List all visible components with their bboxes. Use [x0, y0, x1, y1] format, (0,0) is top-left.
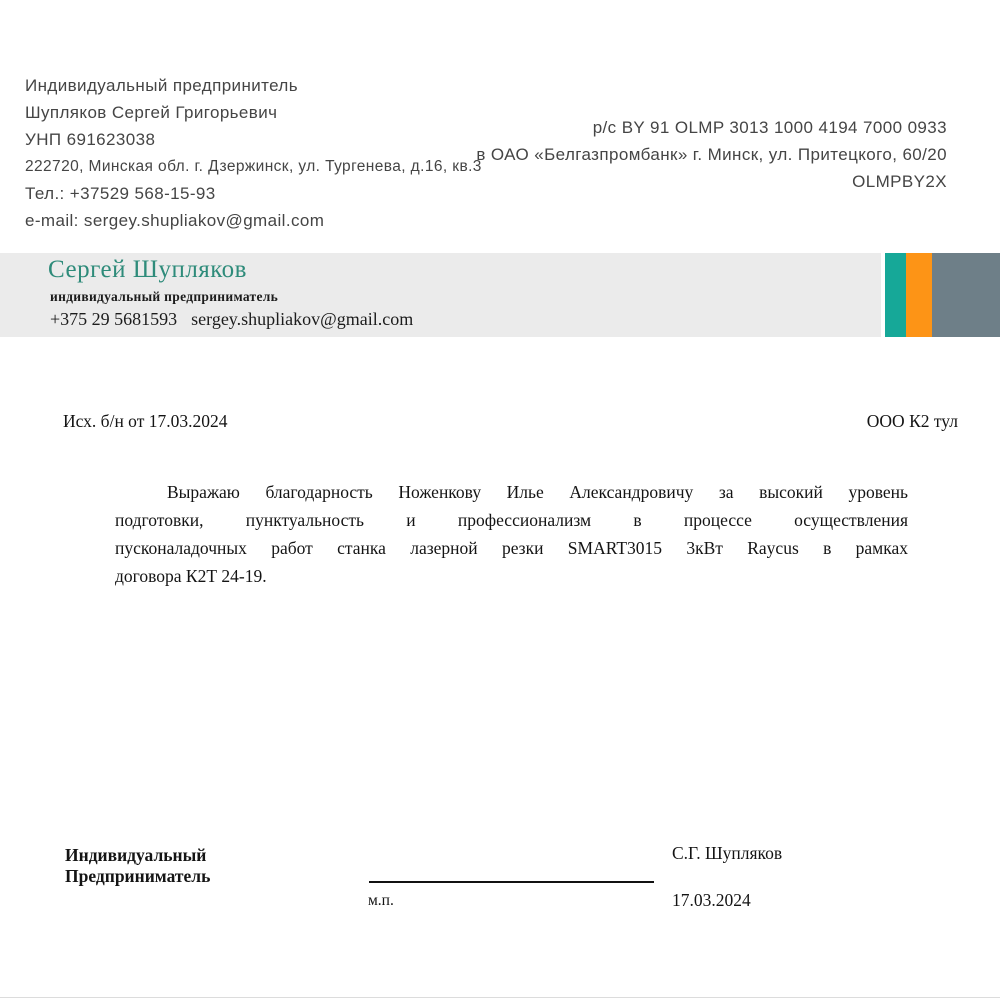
signatory-title [65, 845, 210, 887]
banner-subtitle: индивидуальный предприниматель [50, 289, 279, 304]
reference-row [63, 410, 958, 432]
letterhead-entity-name: Шупляков Сергей Григорьевич [25, 103, 278, 122]
signature-date: 17.03.2024 [672, 890, 751, 910]
letterhead-email: e-mail: sergey.shupliakov@gmail.com [25, 211, 325, 230]
bank-swift-code: OLMPBY2X [852, 172, 947, 191]
signature-line [369, 881, 654, 883]
bank-name-address: в ОАО «Белгазпромбанк» г. Минск, ул. Притецкого, 60/20 [476, 145, 947, 164]
body-line: пусконаладочных работ станка лазерной резки SMART3015 3кВт Raycus в рамках [115, 538, 908, 558]
body-line: подготовки, пунктуальность и профессионализм в процессе осуществления [115, 510, 908, 530]
letterhead-unp: УНП 691623038 [25, 130, 156, 149]
letterhead-phone: Тел.: +37529 568-15-93 [25, 184, 216, 203]
recipient-name: ООО К2 тул [866, 411, 958, 431]
accent-bar-orange [906, 253, 932, 337]
letterhead-bank-block [476, 114, 947, 195]
page-bottom-edge [0, 997, 1000, 998]
body-line: договора К2Т 24-19. [115, 566, 267, 586]
banner-contact-row [50, 309, 413, 330]
accent-bar-slate [932, 253, 1000, 337]
bank-account-number: р/с BY 91 OLMP 3013 1000 4194 7000 0933 [592, 118, 947, 137]
signatory-name: С.Г. Шупляков [672, 843, 783, 863]
letterhead-entity-type: Индивидуальный предпринитель [25, 76, 298, 95]
banner-strip [0, 253, 1000, 337]
signatory-title-line2: Предприниматель [65, 866, 211, 886]
body-line: Выражаю благодарность Ноженкову Илье Александровичу за высокий уровень [167, 482, 908, 502]
outgoing-reference: Исх. б/н от 17.03.2024 [63, 411, 228, 431]
stamp-place-label: м.п. [368, 892, 394, 909]
letter-body [115, 478, 908, 590]
banner-email: sergey.shupliakov@gmail.com [191, 309, 414, 329]
letterhead-address: 222720, Минская обл. г. Дзержинск, ул. Тургенева, д.16, кв.3 [25, 158, 482, 175]
banner-person-name: Сергей Шупляков [48, 256, 247, 283]
accent-bar-teal [885, 253, 906, 337]
letterhead-contact-block [25, 72, 482, 234]
signatory-title-line1: Индивидуальный [65, 845, 207, 865]
banner-phone: +375 29 5681593 [50, 309, 178, 329]
